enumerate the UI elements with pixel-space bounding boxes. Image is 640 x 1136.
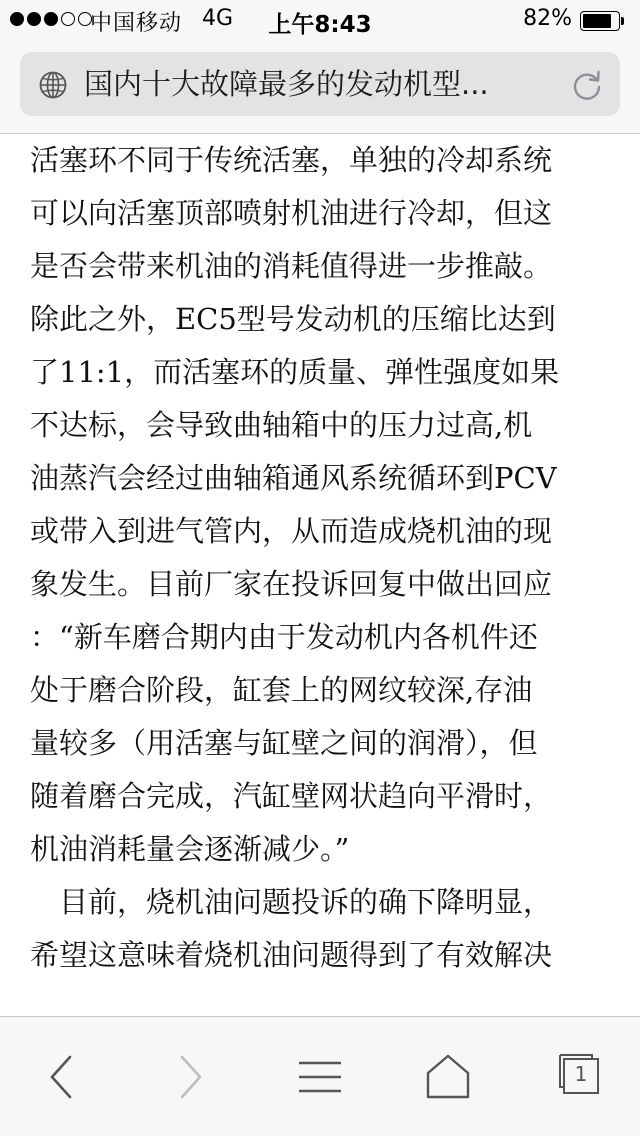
tab-count: 1 (574, 1062, 588, 1086)
battery-tip (621, 17, 624, 25)
network-type: 4G (202, 6, 234, 31)
battery-fill (583, 14, 611, 28)
home-button[interactable] (418, 1047, 478, 1107)
home-share-icon (423, 1053, 473, 1101)
web-content[interactable] (0, 134, 640, 1014)
reload-icon[interactable] (570, 68, 604, 102)
battery-icon (580, 11, 626, 31)
back-button[interactable] (32, 1047, 92, 1107)
article-line: 随着磨合完成，汽缸壁网状趋向平滑时， (30, 779, 553, 813)
bookmarks-icon (295, 1057, 345, 1097)
address-field[interactable] (20, 52, 620, 116)
tabs-button[interactable] (552, 1047, 612, 1107)
battery-percent: 82% (523, 6, 572, 31)
bookmarks-button[interactable] (290, 1047, 350, 1107)
globe-icon (38, 70, 68, 100)
article-line: 活塞环不同于传统活塞，单独的冷却系统 (30, 143, 553, 177)
page-title[interactable]: 国内十大故障最多的发动机型... (84, 67, 489, 101)
article-line: 机油消耗量会逐渐减少。” (30, 832, 350, 866)
article-line: 希望这意味着烧机油问题得到了有效解决 (30, 938, 553, 972)
article-line: 油蒸汽会经过曲轴箱通风系统循环到PCV (30, 461, 557, 495)
article-body (0, 134, 640, 982)
chevron-left-icon (42, 1052, 82, 1102)
article-line: ：“新车磨合期内由于发动机内各机件还 (30, 620, 538, 654)
status-time: 上午8:43 (268, 12, 372, 38)
bottom-toolbar (0, 1016, 640, 1136)
article-line: 是否会带来机油的消耗值得进一步推敲。 (30, 249, 553, 283)
chevron-right-icon (170, 1052, 210, 1102)
status-bar (0, 0, 640, 40)
article-line: 处于磨合阶段，缸套上的网纹较深,存油 (30, 673, 533, 707)
article-line: 了11:1，而活塞环的质量、弹性强度如果 (30, 355, 560, 389)
article-line: 或带入到进气管内，从而造成烧机油的现 (30, 514, 553, 548)
article-line: 不达标，会导致曲轴箱中的压力过高,机 (30, 408, 533, 442)
article-line: 可以向活塞顶部喷射机油进行冷却，但这 (30, 196, 553, 230)
article-line: 量较多（用活塞与缸壁之间的润滑），但 (30, 726, 538, 760)
carrier-name: 中国移动 (90, 11, 183, 36)
battery-body (580, 11, 620, 31)
navigation-bar (0, 40, 640, 134)
article-line: 象发生。目前厂家在投诉回复中做出回应 (30, 567, 553, 601)
forward-button[interactable] (160, 1047, 220, 1107)
article-line: 目前，烧机油问题投诉的确下降明显， (30, 885, 553, 919)
article-line: 除此之外，EC5型号发动机的压缩比达到 (30, 302, 556, 336)
